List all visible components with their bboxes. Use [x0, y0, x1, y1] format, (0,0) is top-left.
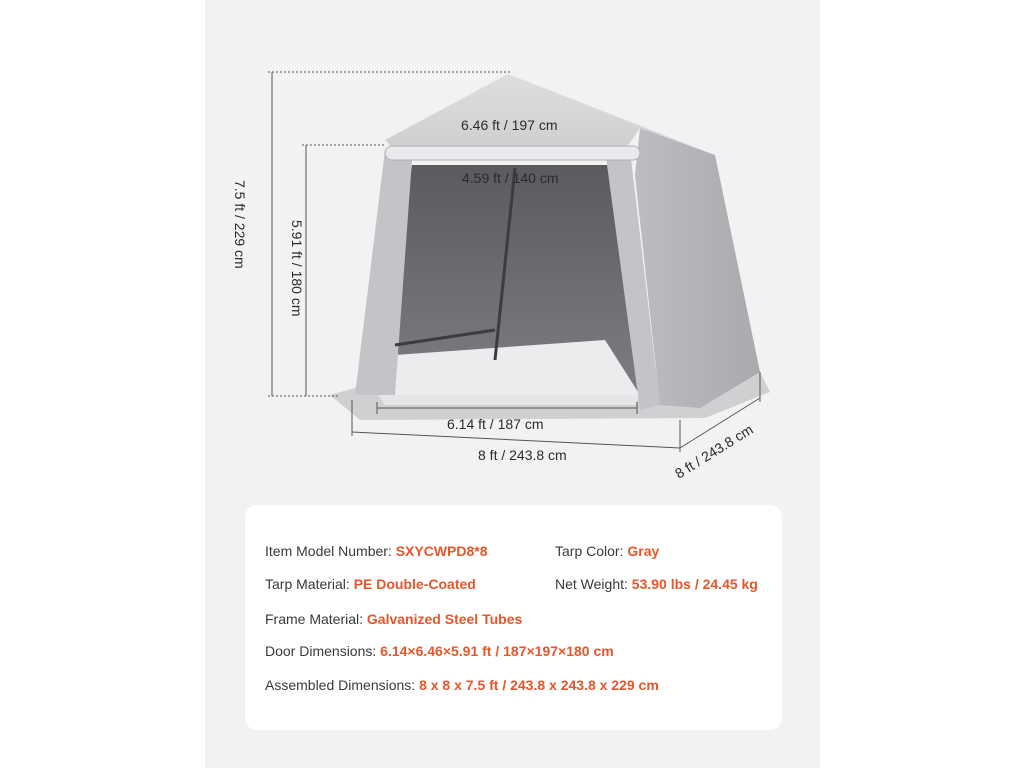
- tarp-material-value: PE Double-Coated: [353, 576, 476, 592]
- model-label: Item Model Number:: [265, 543, 392, 559]
- door-top-width-label: 4.59 ft / 140 cm: [462, 170, 559, 186]
- roll-bar: [385, 146, 640, 160]
- door-dims-spec: [265, 643, 614, 659]
- frame-value: Galvanized Steel Tubes: [366, 611, 523, 627]
- tarp-material-label: Tarp Material:: [265, 576, 350, 592]
- depth-label: 8 ft / 243.8 cm: [672, 420, 756, 482]
- assembled-spec: [265, 677, 659, 693]
- model-value: SXYCWPD8*8: [395, 543, 488, 559]
- tarp-color-value: Gray: [627, 543, 660, 559]
- door-dims-label: Door Dimensions:: [265, 643, 377, 659]
- frame-spec: [265, 611, 522, 627]
- tarp-color-label: Tarp Color:: [555, 543, 624, 559]
- total-height-label: 7.5 ft / 229 cm: [232, 180, 248, 269]
- net-weight-value: 53.90 lbs / 24.45 kg: [631, 576, 758, 592]
- roof-width-label: 6.46 ft / 197 cm: [461, 117, 558, 133]
- front-width-label: 8 ft / 243.8 cm: [478, 447, 567, 463]
- tarp-color-spec: [555, 543, 659, 559]
- door-dims-value: 6.14×6.46×5.91 ft / 187×197×180 cm: [380, 643, 614, 659]
- tarp-material-spec: [265, 576, 476, 592]
- front-width-line: [352, 432, 680, 448]
- model-spec: [265, 543, 488, 559]
- net-weight-spec: [555, 576, 758, 592]
- assembled-label: Assembled Dimensions:: [265, 677, 416, 693]
- floor-interior: [378, 395, 640, 405]
- door-bottom-width-label: 6.14 ft / 187 cm: [447, 416, 544, 432]
- net-weight-label: Net Weight:: [555, 576, 628, 592]
- frame-label: Frame Material:: [265, 611, 364, 627]
- side-height-label: 5.91 ft / 180 cm: [289, 220, 305, 317]
- assembled-value: 8 x 8 x 7.5 ft / 243.8 x 243.8 x 229 cm: [419, 677, 659, 693]
